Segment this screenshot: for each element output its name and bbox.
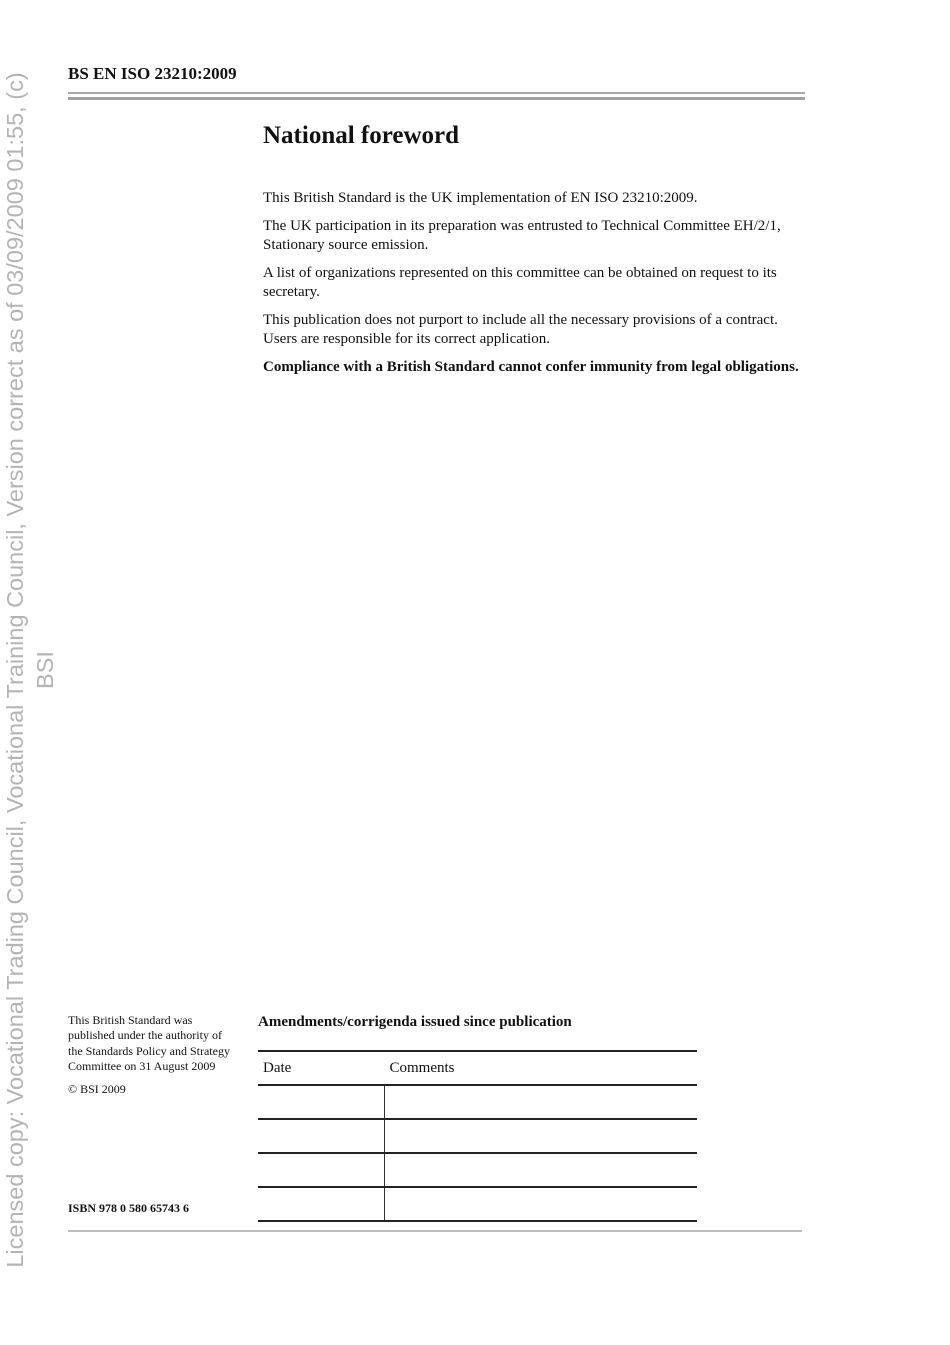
date-cell: [258, 1085, 385, 1119]
table-row: [258, 1085, 697, 1119]
comments-cell: [385, 1187, 698, 1221]
copyright: © BSI 2009: [68, 1082, 126, 1097]
paragraph: The UK participation in its preparation was entrusted to Technical Committee EH/2/1, Stationary source emission.: [263, 217, 781, 253]
standard-id-header: BS EN ISO 23210:2009: [68, 64, 237, 83]
page-title: National foreword: [263, 122, 460, 149]
publication-sidebar: [68, 1013, 238, 1105]
date-cell: [258, 1119, 385, 1153]
date-cell: [258, 1187, 385, 1221]
amendments-title: Amendments/corrigenda issued since publication: [258, 1014, 572, 1030]
compliance-note: Compliance with a British Standard cannot confer immunity from legal obligations.: [263, 358, 799, 375]
amendments-table: [258, 1050, 697, 1222]
date-cell: [258, 1153, 385, 1187]
publication-note: This British Standard was published under the authority of the Standards Policy and Strategy Committee on 31 August 2009: [68, 1013, 230, 1073]
comments-cell: [385, 1085, 698, 1119]
footer-rule: [68, 1230, 802, 1232]
watermark-line-1: Licensed copy: Vocational Trading Council, Vocational Training Council, Version correct as of 03/09/2009 01:55, (c): [2, 72, 28, 1268]
comments-cell: [385, 1119, 698, 1153]
comments-cell: [385, 1153, 698, 1187]
table-row: [258, 1153, 697, 1187]
license-watermark: [0, 0, 60, 1340]
table-row: [258, 1119, 697, 1153]
foreword-body: [263, 189, 808, 385]
paragraph: A list of organizations represented on this committee can be obtained on request to its secretary.: [263, 264, 777, 300]
paragraph: This publication does not purport to include all the necessary provisions of a contract. Users are responsible for its correct application.: [263, 311, 778, 347]
column-header-comments: Comments: [385, 1051, 698, 1085]
column-header-date: Date: [258, 1051, 385, 1085]
isbn: ISBN 978 0 580 65743 6: [68, 1201, 190, 1215]
paragraph: This British Standard is the UK implementation of EN ISO 23210:2009.: [263, 190, 698, 206]
table-header-row: [258, 1051, 697, 1085]
watermark-line-2: BSI: [32, 651, 58, 689]
header-rule-thin: [68, 92, 805, 94]
header-rule-thick: [68, 97, 805, 100]
table-row: [258, 1187, 697, 1221]
